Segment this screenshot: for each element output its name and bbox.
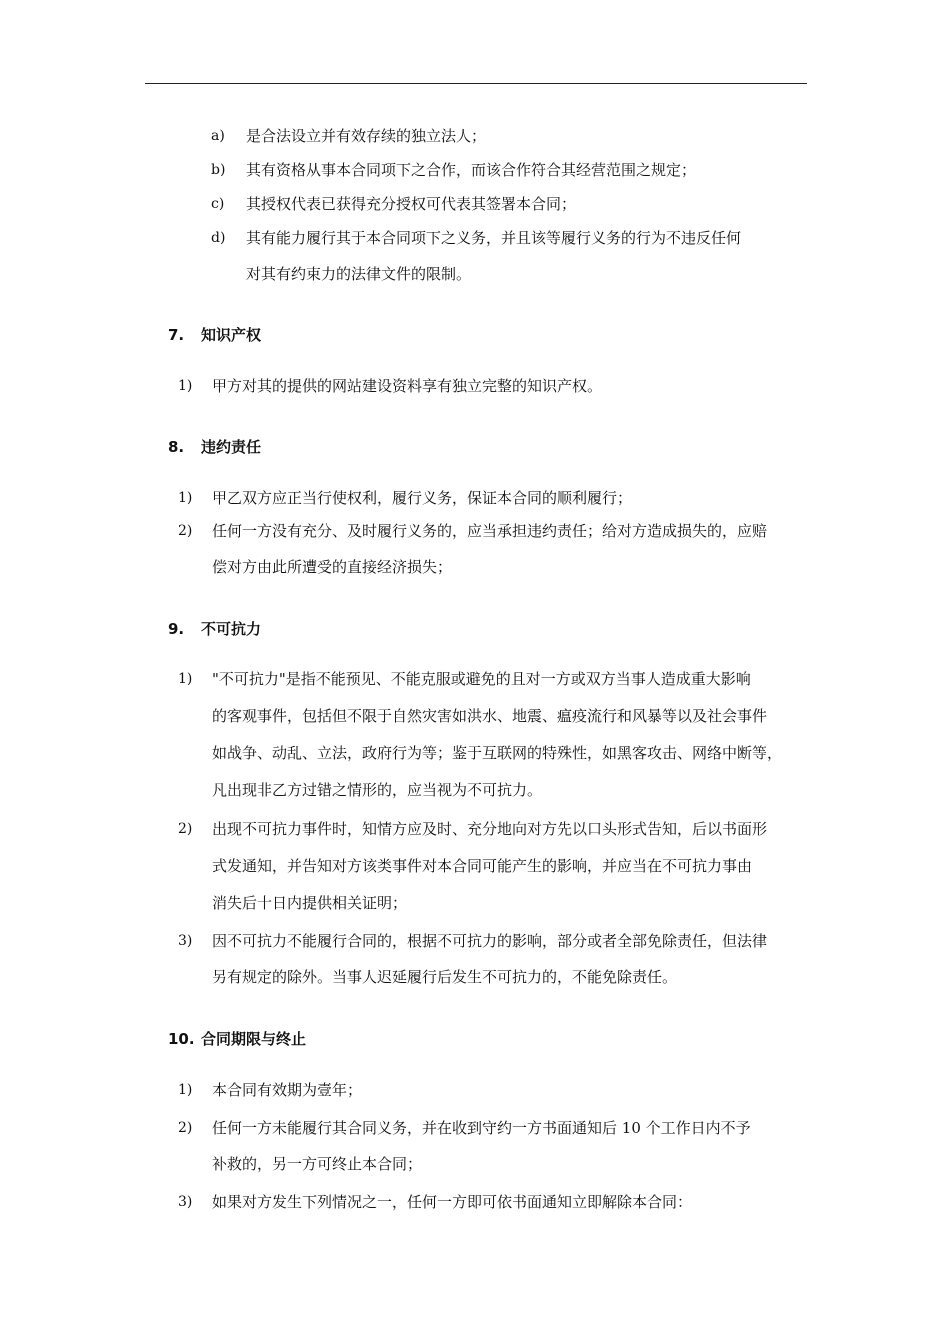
list-item-text: 因不可抗力不能履行合同的，根据不可抗力的影响，部分或者全部免除责任，但法律 [212, 932, 768, 950]
section-title: 知识产权 [201, 326, 262, 344]
list-item-text: 对其有约束力的法律文件的限制。 [246, 265, 472, 283]
list-item-text: 任何一方没有充分、及时履行义务的，应当承担违约责任；给对方造成损失的，应赔 [212, 522, 768, 540]
section-number: 8. [168, 438, 185, 456]
list-item-text: 消失后十日内提供相关证明； [212, 894, 408, 912]
section-number: 7. [168, 326, 185, 344]
header-rule [145, 83, 807, 84]
list-item-text: 偿对方由此所遭受的直接经济损失； [212, 558, 453, 576]
list-item-text: 如果对方发生下列情况之一，任何一方即可依书面通知立即解除本合同： [212, 1193, 693, 1211]
list-item-text: 本合同有效期为壹年； [212, 1081, 363, 1099]
section-heading [168, 437, 261, 457]
section-title: 违约责任 [201, 438, 262, 456]
section-heading [168, 325, 261, 345]
list-item-text: 其授权代表已获得充分授权可代表其签署本合同； [246, 195, 577, 213]
list-marker: 2) [178, 523, 193, 539]
list-marker: b) [211, 162, 226, 178]
list-item-text: 任何一方未能履行其合同义务，并在收到守约一方书面通知后 10 个工作日内不予 [212, 1119, 751, 1137]
list-marker: 1) [178, 1082, 193, 1098]
list-item-text: "不可抗力"是指不能预见、不能克服或避免的且对一方或双方当事人造成重大影响 [212, 670, 751, 688]
section-number: 9. [168, 620, 185, 638]
list-marker: 1) [178, 378, 193, 394]
list-marker: d) [211, 230, 226, 246]
list-item-text: 另有规定的除外。当事人迟延履行后发生不可抗力的，不能免除责任。 [212, 968, 678, 986]
list-item-text: 是合法设立并有效存续的独立法人； [246, 127, 487, 145]
list-marker: 1) [178, 490, 193, 506]
list-marker: a) [211, 128, 225, 144]
list-marker: c) [211, 196, 225, 212]
list-marker: 2) [178, 821, 193, 837]
list-item-text: 甲方对其的提供的网站建设资料享有独立完整的知识产权。 [212, 377, 603, 395]
list-item-text: 其有资格从事本合同项下之合作，而该合作符合其经营范围之规定； [246, 161, 697, 179]
section-heading [168, 619, 261, 639]
section-title: 不可抗力 [201, 620, 262, 638]
section-heading [168, 1029, 306, 1049]
list-item-text: 的客观事件，包括但不限于自然灾害如洪水、地震、瘟疫流行和风暴等以及社会事件 [212, 707, 768, 725]
list-marker: 1) [178, 671, 193, 687]
list-item-text: 如战争、动乱、立法，政府行为等；鉴于互联网的特殊性，如黑客攻击、网络中断等， [212, 744, 783, 762]
list-marker: 3) [178, 933, 193, 949]
section-title: 合同期限与终止 [201, 1030, 307, 1048]
list-marker: 3) [178, 1194, 193, 1210]
list-item-text: 其有能力履行其于本合同项下之义务，并且该等履行义务的行为不违反任何 [246, 229, 742, 247]
list-item-text: 出现不可抗力事件时，知情方应及时、充分地向对方先以口头形式告知，后以书面形 [212, 820, 768, 838]
list-item-text: 甲乙双方应正当行使权利，履行义务，保证本合同的顺利履行； [212, 489, 633, 507]
list-item-text: 凡出现非乙方过错之情形的，应当视为不可抗力。 [212, 781, 543, 799]
section-number: 10. [168, 1030, 195, 1048]
list-marker: 2) [178, 1120, 193, 1136]
list-item-text: 式发通知，并告知对方该类事件对本合同可能产生的影响，并应当在不可抗力事由 [212, 857, 753, 875]
list-item-text: 补救的，另一方可终止本合同； [212, 1155, 423, 1173]
